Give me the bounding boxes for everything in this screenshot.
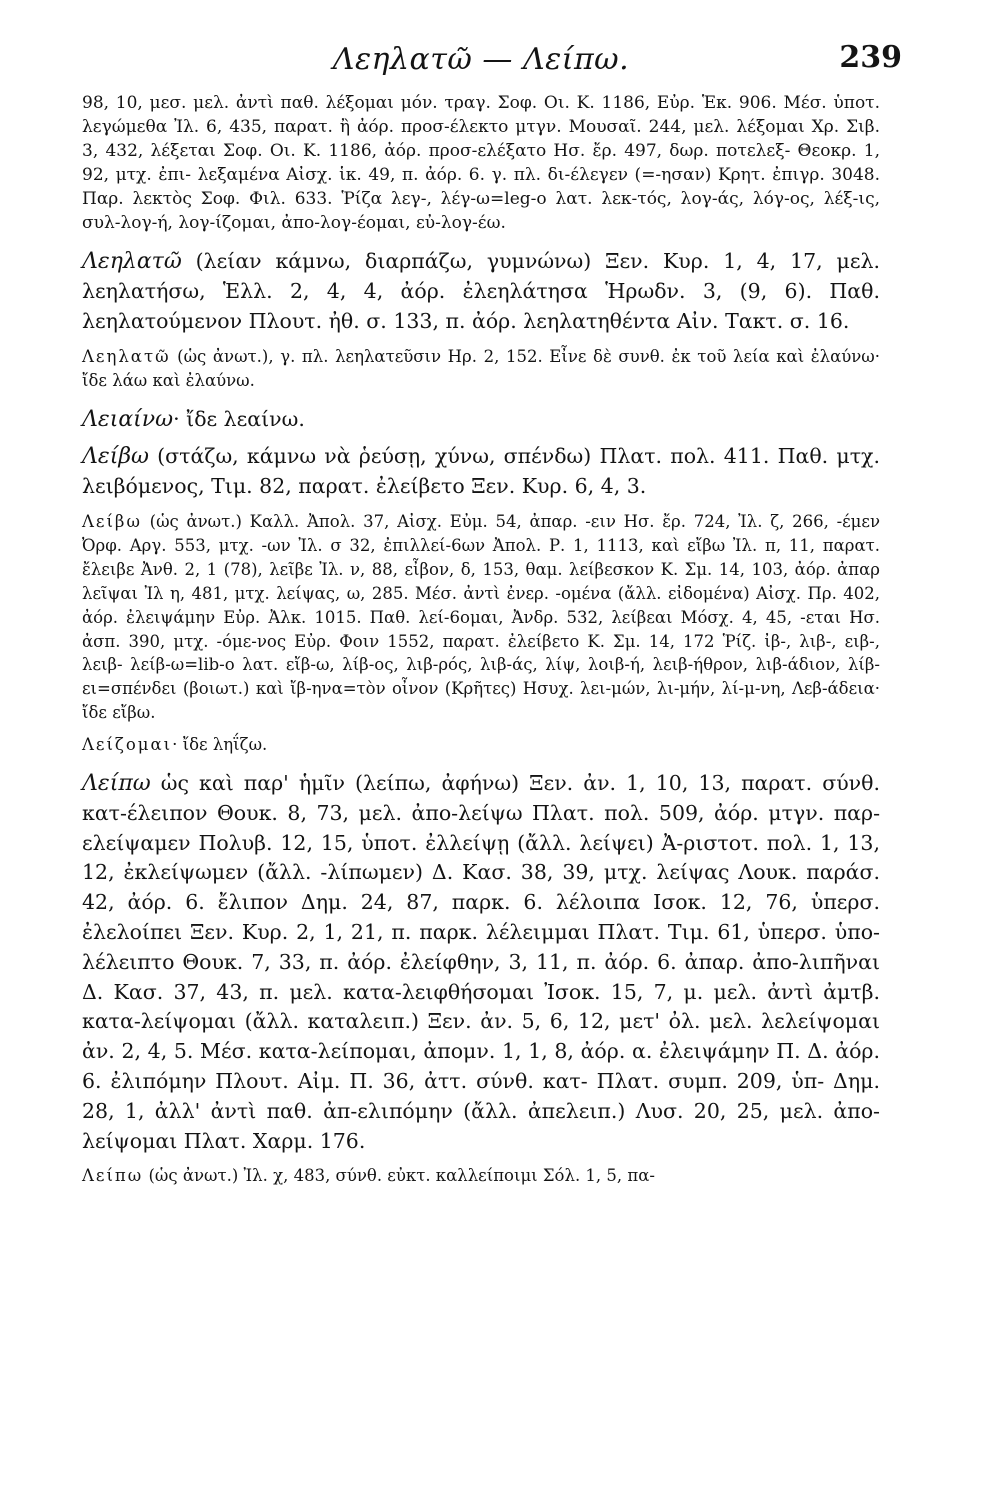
entry-text: ὡς καὶ παρ' ἡμῖν (λείπω, ἀφήνω) Ξεν. ἀν. 1, 10, 13, παρατ. σύνθ. κατ-έλειπον Θουκ. 8, 73, μελ. ἀπο-λείψω Πλατ. πολ. 509, ἀόρ. μτγν. παρ-ελείψαμεν Πολυβ. 12, 15, ὑποτ. ἐλλείψῃ (ἄλλ. λείψει) Ἀ-ριστοτ. πολ. 1, 13, 12, ἐκλείψωμεν (ἄλλ. -λίπωμεν) Δ. Κασ. 38, 39, μτχ. λείψας Λουκ. παράσ. 42, ἀόρ. 6. ἔλιπον Δημ. 24, 87, παρκ. 6. λέλοιπα Ισοκ. 12, 76, ὑπερσ. ἐλελοίπει Ξεν. Κυρ. 2, 1, 21, π. παρκ. λέλειμμαι Πλατ. Τιμ. 61, ὑπερσ. ὑπο-λέλειπτο Θουκ. 7, 33, π. ἀόρ. ἐλείφθην, 3, 11, π. ἀόρ. 6. ἀπαρ. ἀπο-λιπῆναι Δ. Κασ. 37, 43, π. μελ. κατα-λειφθήσομαι Ἰσοκ. 15, 7, μ. μελ. ἀντὶ ἀμτβ. κατα-λείψομαι (ἄλλ. καταλειπ.) Ξεν. ἀν. 5, 6, 12, μετ' ὀλ. μελ. λελείψομαι ἀν. 2, 4, 5. Μέσ. κατα-λείπομαι, ἀπομν. 1, 1, 8, ἀόρ. α. ἐλειψάμην Π. Δ. ἀόρ. 6. ἐλιπόμην Πλουτ. Αἰμ. Π. 36, ἀττ. σύνθ. κατ- Πλατ. συμπ. 209, ὑπ- Δημ. 28, 1, ἀλλ' ἀντὶ παθ. ἀπ-ελιπόμην (ἄλλ. ἀπελειπ.) Λυσ. 20, 25, μελ. ἀπο-λείψομαι Πλατ. Χαρμ. 176.	[82, 771, 880, 1153]
running-title: Λεηλατῶ — Λείπω.	[332, 42, 630, 77]
entry-text: (ὡς ἀνωτ.), γ. πλ. λεηλατεῦσιν Ηρ. 2, 152. Εἶνε δὲ συνθ. ἐκ τοῦ λεία καὶ ἐλαύνω· ἴδε λάω καὶ ἐλαύνω.	[82, 346, 880, 390]
entry-text: (ὡς ἀνωτ.) Καλλ. Ἀπολ. 37, Αἰσχ. Εὐμ. 54, ἀπαρ. -ειν Ησ. ἔρ. 724, Ἰλ. ζ, 266, -έμεν Ὀρφ. Αργ. 553, μτχ. -ων Ἰλ. σ 32, ἐπιλλεί-6ων Ἀπολ. Ρ. 1, 1113, καὶ εἴβω Ἰλ. π, 11, παρατ. ἔλειβε Ἀνθ. 2, 1 (78), λεῖβε Ἰλ. ν, 88, εἶβον, δ, 153, θαμ. λείβεσκον Κ. Σμ. 14, 103, ἀόρ. ἀπαρ λεῖψαι Ἰλ η, 481, μτχ. λείψας, ω, 285. Μέσ. ἀντὶ ἐνερ. -ομένα (ἄλλ. εἰδομένα) Αἰσχ. Πρ. 402, ἀόρ. ἐλειψάμην Εὐρ. Ἀλκ. 1015. Παθ. λεί-6ομαι, Ἀνδρ. 532, λείβεαι Μόσχ. 4, 45, -εται Ησ. ἀσπ. 390, μτχ. -όμε-νος Εὐρ. Φοιν 1552, παρατ. ἐλείβετο Κ. Σμ. 14, 172 Ῥίζ. ἰβ-, λιβ-, ειβ-, λειβ- λείβ-ω=lib-o λατ. εἴβ-ω, λίβ-ος, λιβ-ρός, λιβ-άς, λίψ, λοιβ-ή, λειβ-ήθρον, λιβ-άδιον, λίβ-ει=σπένδει (βοιωτ.) καὶ ἴβ-ηνα=τὸν οἶνον (Κρῆτες) Ησυχ. λει-μών, λι-μήν, λί-μ-νη, Λεβ-άδεια· ἴδε εἴβω.	[82, 512, 880, 723]
entry-text: · ἴδε λεαίνω.	[173, 406, 305, 431]
entry-text: 98, 10, μεσ. μελ. ἀντὶ παθ. λέξομαι μόν. τραγ. Σοφ. Οι. Κ. 1186, Εὐρ. Ἑκ. 906. Μέσ. ὑποτ. λεγώμεθα Ἰλ. 6, 435, παρατ. ἢ ἀόρ. προσ-έλεκτο μτγν. Μουσαῖ. 244, μελ. λέξομαι Χρ. Σιβ. 3, 432, λέξεται Σοφ. Οι. Κ. 1186, ἀόρ. προσ-ελέξατο Ησ. ἔρ. 497, δωρ. ποτελεξ- Θεοκρ. 1, 92, μτχ. ἐπι- λεξαμένα Αἰσχ. ἱκ. 49, π. ἀόρ. 6. γ. πλ. δι-έλεγεν (=-ησαν) Κρητ. ἐπιγρ. 3048. Παρ. λεκτὸς Σοφ. Φιλ. 633. Ῥίζα λεγ-, λέγ-ω=leg-o λατ. λεκ-τός, λογ-άς, λόγ-ος, λέξ-ις, συλ-λογ-ή, λογ-ίζομαι, ἀπο-λογ-έομαι, εὐ-λογ-έω.	[82, 93, 880, 233]
entry-text: (στάζω, κάμνω νὰ ῥεύσῃ, χύνω, σπένδω) Πλατ. πολ. 411. Παθ. μτχ. λειβόμενος, Τιμ. 82, παρατ. ἐλείβετο Ξεν. Κυρ. 6, 4, 3.	[82, 444, 880, 499]
entry-leipo	[82, 769, 880, 1156]
entry-lemma: Λεηλατῶ	[82, 249, 182, 275]
entry-lemma: Λεηλατῶ	[82, 346, 171, 366]
entry-leizomai	[82, 733, 880, 757]
page-number: 239	[839, 40, 902, 75]
entry-leibo	[82, 442, 880, 502]
entry-lehlato-dialect	[82, 345, 880, 393]
entry-lemma: Λείπω	[82, 1166, 144, 1186]
entry-lemma: Λείζομαι	[82, 735, 173, 755]
entry-lemma: Λείπω	[82, 771, 151, 797]
entry-leibo-dialect	[82, 510, 880, 725]
entry-text: (λείαν κάμνω, διαρπάζω, γυμνώνω) Ξεν. Κυρ. 1, 4, 17, μελ. λεηλατήσω, Ἑλλ. 2, 4, 4, ἀόρ. ἐλεηλάτησα Ἡρωδν. 3, (9, 6). Παθ. λεηλατούμενον Πλουτ. ἠθ. σ. 133, π. ἀόρ. λεηλατηθέντα Αἰν. Τακτ. σ. 16.	[82, 249, 880, 334]
entry-lemma: Λείβω	[82, 512, 142, 532]
entry-continuation	[82, 92, 880, 235]
page-header	[82, 40, 902, 92]
entry-text: (ὡς ἀνωτ.) Ἰλ. χ, 483, σύνθ. εὐκτ. καλλείποιμι Σόλ. 1, 5, πα-	[143, 1166, 655, 1186]
entry-text: · ἴδε ληΐζω.	[172, 735, 268, 755]
entry-lehlato	[82, 247, 880, 336]
entry-lemma: Λείβω	[82, 444, 149, 470]
entry-lemma: Λειαίνω	[82, 406, 174, 432]
entry-leipo-dialect	[82, 1164, 880, 1188]
entry-leiaino	[82, 405, 880, 435]
